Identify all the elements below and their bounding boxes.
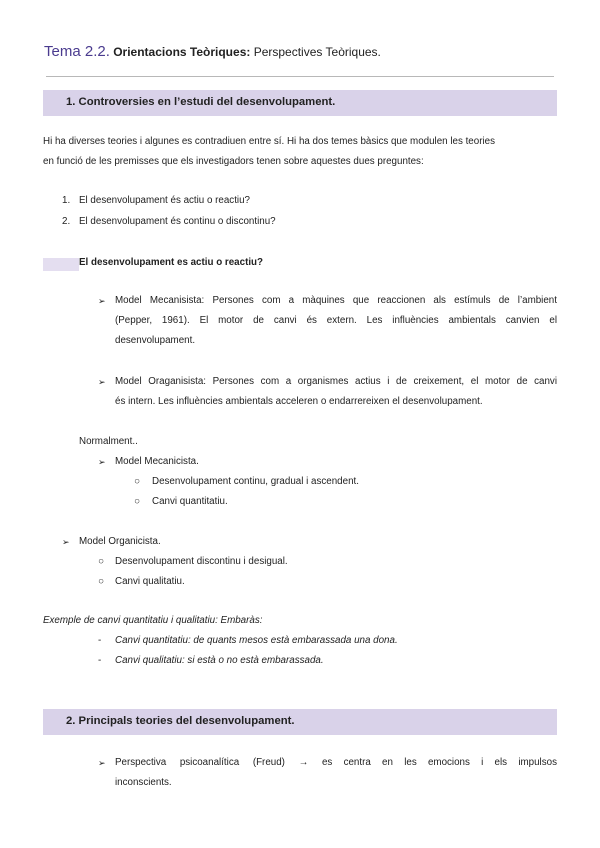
subheading: El desenvolupament es actiu o reactiu? <box>79 257 264 268</box>
arrow-bullet-icon: ➢ <box>62 537 70 547</box>
section-2-heading: 2. Principals teories del desenvolupament. <box>66 715 295 727</box>
organicista-item-1: Desenvolupament discontinu i desigual. <box>115 556 288 567</box>
intro-line-1: Hi ha diverses teories i algunes es contradiuen entre sí. Hi ha dos temes bàsics que modulen les teories <box>43 136 495 147</box>
example-item-1: Canvi quantitatiu: de quants mesos està embarassada una dona. <box>115 635 398 646</box>
organicista-item-2: Canvi qualitatiu. <box>115 576 185 587</box>
psicoanalitica-line-1 <box>115 756 557 770</box>
mecanicista-label: Model Mecanicista. <box>115 456 199 467</box>
circle-bullet-icon: ○ <box>98 556 104 567</box>
oraganisista-text-1: Persones com a organismes actius i de creixement, el motor de canvi <box>212 376 557 387</box>
oraganisista-line-1 <box>115 375 557 389</box>
mecanisista-label: Model Mecanisista: <box>115 295 205 306</box>
right-arrow-icon: → <box>298 757 309 768</box>
mecanicista-item-2: Canvi quantitatiu. <box>152 496 228 507</box>
mecanisista-line-1 <box>115 294 557 308</box>
example-item-2: Canvi qualitatiu: si està o no està embarassada. <box>115 655 324 666</box>
oraganisista-line-2: és intern. Les influències ambientals acceleren o endarrereixen el desenvolupament. <box>115 396 483 407</box>
dash-bullet: - <box>98 635 102 646</box>
circle-bullet-icon: ○ <box>134 496 140 507</box>
question-1-num: 1. <box>62 195 71 206</box>
psico-word-2: psicoanalítica <box>179 757 240 768</box>
arrow-bullet-icon: ➢ <box>98 296 106 306</box>
dash-bullet: - <box>98 655 102 666</box>
question-2-num: 2. <box>62 216 71 227</box>
subheading-highlight <box>43 258 79 271</box>
mecanisista-line-3: desenvolupament. <box>115 335 196 346</box>
arrow-bullet-icon: ➢ <box>98 377 106 387</box>
mecanisista-text-1: Persones com a màquines que reaccionen als estímuls de l’ambient <box>212 295 557 306</box>
header-divider <box>46 76 554 77</box>
mecanisista-line-2: (Pepper, 1961). El motor de canvi és extern. Les influències ambientals canvien el <box>115 315 557 326</box>
arrow-bullet-icon: ➢ <box>98 457 106 467</box>
organicista-label: Model Organicista. <box>79 536 161 547</box>
oraganisista-label: Model Oraganisista: <box>115 376 207 387</box>
page-title <box>44 43 381 60</box>
question-2-text: El desenvolupament és continu o discontinu? <box>79 216 276 227</box>
psicoanalitica-line-2: inconscients. <box>115 777 172 788</box>
intro-line-2: en funció de les premisses que els investigadors tenen sobre aquestes dues preguntes: <box>43 156 424 167</box>
psico-word-1: Perspectiva <box>115 757 167 768</box>
title-rest: Perspectives Teòriques. <box>253 45 381 59</box>
title-tema: Tema 2.2. <box>44 43 110 60</box>
normally-label: Normalment.. <box>79 436 138 447</box>
psico-word-5: es centra en les emocions i els impulsos <box>321 757 557 768</box>
circle-bullet-icon: ○ <box>98 576 104 587</box>
title-bold: Orientacions Teòriques: <box>113 45 251 59</box>
example-heading: Exemple de canvi quantitatiu i qualitatiu: Embaràs: <box>43 615 263 626</box>
circle-bullet-icon: ○ <box>134 476 140 487</box>
psico-word-3: (Freud) <box>252 757 285 768</box>
arrow-bullet-icon: ➢ <box>98 758 106 768</box>
section-1-heading: 1. Controversies en l’estudi del desenvolupament. <box>66 96 336 108</box>
question-1-text: El desenvolupament és actiu o reactiu? <box>79 195 251 206</box>
mecanicista-item-1: Desenvolupament continu, gradual i ascendent. <box>152 476 359 487</box>
